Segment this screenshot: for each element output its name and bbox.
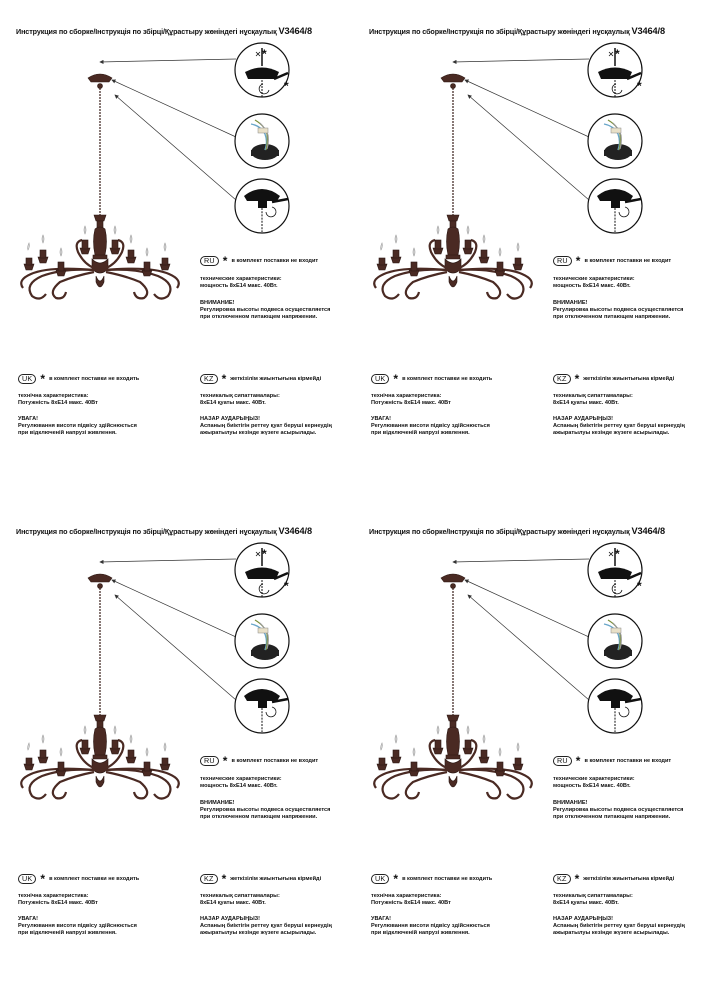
chandelier-illustration xyxy=(21,574,179,799)
star-icon: * xyxy=(262,547,267,561)
uk-warning-line: при відключеній напрузі живлення. xyxy=(371,430,470,436)
star-icon: * xyxy=(574,872,580,886)
uk-note xyxy=(18,874,139,884)
star-icon: * xyxy=(393,372,399,386)
kz-specs-value: 8xE14 қуаты макс. 40Вт. xyxy=(553,900,619,906)
kz-badge: KZ xyxy=(200,374,218,384)
uk-specs xyxy=(371,893,451,907)
uk-warning-heading: УВАГА! xyxy=(18,916,39,922)
ru-badge: RU xyxy=(200,756,219,766)
kz-specs xyxy=(553,393,633,407)
wiring-detail-icon xyxy=(588,614,642,668)
arrow-icon xyxy=(468,95,589,200)
uk-specs xyxy=(18,393,98,407)
star-icon: * xyxy=(637,579,642,593)
ru-specs-value: мощность 8xE14 макс. 40Вт. xyxy=(200,783,278,789)
kz-warning-heading: НАЗАР АУДАРЫҢЫЗ! xyxy=(553,416,614,422)
kz-specs-value: 8xE14 қуаты макс. 40Вт. xyxy=(200,400,266,406)
ru-specs xyxy=(553,276,635,290)
star-icon: * xyxy=(575,254,581,268)
kz-note xyxy=(200,374,321,384)
arrow-icon xyxy=(100,559,236,562)
star-icon: * xyxy=(574,372,580,386)
leader-lines xyxy=(100,59,236,200)
ru-badge: RU xyxy=(200,256,219,266)
uk-badge: UK xyxy=(18,874,36,884)
ru-warning-heading: ВНИМАНИЕ! xyxy=(200,800,235,806)
uk-warning-line: Регулювання висоти підвісу здійснюється xyxy=(18,923,137,929)
model-number: V3464/8 xyxy=(631,26,666,36)
star-icon: * xyxy=(393,872,399,886)
ru-specs xyxy=(200,776,282,790)
ru-specs-heading: технические характеристики: xyxy=(553,276,635,282)
arrow-icon xyxy=(115,595,236,700)
kz-warning xyxy=(553,416,685,437)
ru-warning-line: Регулировка высоты подвеса осуществляется xyxy=(553,307,684,313)
title-text: Инструкция по сборке/Інструкція по збірці/Құрастыру жөніндегі нұсқаулық xyxy=(369,27,630,36)
ru-warning-heading: ВНИМАНИЕ! xyxy=(200,300,235,306)
kz-specs-heading: техникалық сипаттамалары: xyxy=(200,393,280,399)
model-number: V3464/8 xyxy=(631,526,666,536)
kz-warning xyxy=(200,916,332,937)
kz-note-text: жеткізілім жиынтығына кірмейді xyxy=(230,376,322,382)
star-icon: * xyxy=(221,372,227,386)
uk-note-text: в комплект поставки не входить xyxy=(402,376,493,382)
kz-warning-line: ажыратылуы кезінде жүзеге асырылады. xyxy=(200,430,317,436)
ru-warning xyxy=(200,300,330,321)
star-icon: * xyxy=(615,547,620,561)
kz-warning-line: Аспаның биіктігін реттеу қуат беруші кернеудің xyxy=(200,423,332,429)
uk-warning xyxy=(371,416,490,437)
chain-hook-detail-icon xyxy=(235,679,289,733)
ru-specs-heading: технические характеристики: xyxy=(200,276,282,282)
ru-note xyxy=(200,756,318,766)
uk-specs xyxy=(371,393,451,407)
kz-warning-heading: НАЗАР АУДАРЫҢЫЗ! xyxy=(200,416,261,422)
kz-badge: KZ xyxy=(553,874,571,884)
title-text: Инструкция по сборке/Інструкція по збірці/Құрастыру жөніндегі нұсқаулық xyxy=(16,27,277,36)
instruction-panel xyxy=(353,0,706,500)
uk-note-text: в комплект поставки не входить xyxy=(49,376,140,382)
ru-warning-heading: ВНИМАНИЕ! xyxy=(553,800,588,806)
ru-note xyxy=(553,256,671,266)
uk-badge: UK xyxy=(18,374,36,384)
star-icon: * xyxy=(222,254,228,268)
ru-warning-line: Регулировка высоты подвеса осуществляется xyxy=(200,807,331,813)
kz-warning-line: Аспаның биіктігін реттеу қуат беруші кернеудің xyxy=(553,923,685,929)
chain-hook-detail-icon xyxy=(588,679,642,733)
wiring-detail-icon xyxy=(588,114,642,168)
uk-warning xyxy=(18,416,137,437)
ru-note-text: в комплект поставки не входит xyxy=(584,758,672,764)
kz-warning xyxy=(553,916,685,937)
uk-specs-value: Потужність 8xE14 макс. 40Вт xyxy=(18,400,98,406)
kz-specs-heading: техникалық сипаттамалары: xyxy=(553,393,633,399)
kz-warning-heading: НАЗАР АУДАРЫҢЫЗ! xyxy=(553,916,614,922)
uk-warning-heading: УВАГА! xyxy=(18,416,39,422)
uk-badge: UK xyxy=(371,374,389,384)
ru-warning-line: Регулировка высоты подвеса осуществляется xyxy=(200,307,331,313)
uk-warning-line: Регулювання висоти підвісу здійснюється xyxy=(371,923,490,929)
ru-note-text: в комплект поставки не входит xyxy=(584,258,672,264)
uk-warning xyxy=(18,916,137,937)
kz-warning-line: ажыратылуы кезінде жүзеге асырылады. xyxy=(553,930,670,936)
kz-specs xyxy=(200,393,280,407)
ru-warning-heading: ВНИМАНИЕ! xyxy=(553,300,588,306)
ru-note xyxy=(553,756,671,766)
uk-warning-heading: УВАГА! xyxy=(371,916,392,922)
kz-warning-line: Аспаның биіктігін реттеу қуат беруші кернеудің xyxy=(200,923,332,929)
model-number: V3464/8 xyxy=(278,526,313,536)
kz-specs xyxy=(553,893,633,907)
arrow-icon xyxy=(468,595,589,700)
uk-specs xyxy=(18,893,98,907)
kz-note-text: жеткізілім жиынтығына кірмейді xyxy=(583,876,675,882)
star-icon: * xyxy=(637,79,642,93)
model-number: V3464/8 xyxy=(278,26,313,36)
chain-hook-detail-icon xyxy=(235,179,289,233)
star-icon: * xyxy=(284,79,289,93)
ru-warning-line: Регулировка высоты подвеса осуществляется xyxy=(553,807,684,813)
kz-specs-value: 8xE14 қуаты макс. 40Вт. xyxy=(200,900,266,906)
uk-note-text: в комплект поставки не входить xyxy=(402,876,493,882)
kz-badge: KZ xyxy=(200,874,218,884)
ru-specs-heading: технические характеристики: xyxy=(200,776,282,782)
kz-note-text: жеткізілім жиынтығына кірмейді xyxy=(583,376,675,382)
ru-note xyxy=(200,256,318,266)
uk-warning-line: Регулювання висоти підвісу здійснюється xyxy=(371,423,490,429)
chandelier-illustration xyxy=(374,574,532,799)
title-text: Инструкция по сборке/Інструкція по збірці/Құрастыру жөніндегі нұсқаулық xyxy=(369,527,630,536)
ru-specs-value: мощность 8xE14 макс. 40Вт. xyxy=(200,283,278,289)
ru-specs xyxy=(553,776,635,790)
ru-warning xyxy=(553,800,683,821)
uk-specs-value: Потужність 8xE14 макс. 40Вт xyxy=(18,900,98,906)
kz-specs-value: 8xE14 қуаты макс. 40Вт. xyxy=(553,400,619,406)
chandelier-illustration xyxy=(374,74,532,299)
uk-note xyxy=(371,874,492,884)
kz-note-text: жеткізілім жиынтығына кірмейді xyxy=(230,876,322,882)
leader-lines xyxy=(453,559,589,700)
star-icon: * xyxy=(262,47,267,61)
kz-warning-line: Аспаның биіктігін реттеу қуат беруші кернеудің xyxy=(553,423,685,429)
chandelier-illustration xyxy=(21,74,179,299)
kz-specs-heading: техникалық сипаттамалары: xyxy=(200,893,280,899)
uk-note-text: в комплект поставки не входить xyxy=(49,876,140,882)
instruction-panel xyxy=(353,500,706,1000)
arrow-icon xyxy=(100,59,236,62)
ru-warning xyxy=(553,300,683,321)
kz-specs xyxy=(200,893,280,907)
leader-lines xyxy=(453,59,589,200)
uk-specs-value: Потужність 8xE14 макс. 40Вт xyxy=(371,900,451,906)
leader-lines xyxy=(100,559,236,700)
kz-note xyxy=(200,874,321,884)
ru-specs xyxy=(200,276,282,290)
ru-note-text: в комплект поставки не входит xyxy=(231,758,319,764)
ru-warning-line: при отключенном питающем напряжении. xyxy=(553,814,671,820)
instruction-panel xyxy=(0,0,353,500)
uk-specs-heading: технічна характеристика: xyxy=(18,893,89,899)
kz-note xyxy=(553,374,674,384)
kz-warning-line: ажыратылуы кезінде жүзеге асырылады. xyxy=(553,430,670,436)
uk-warning-line: Регулювання висоти підвісу здійснюється xyxy=(18,423,137,429)
star-icon: * xyxy=(615,47,620,61)
star-icon: * xyxy=(284,579,289,593)
uk-specs-value: Потужність 8xE14 макс. 40Вт xyxy=(371,400,451,406)
uk-note xyxy=(371,374,492,384)
kz-warning-line: ажыратылуы кезінде жүзеге асырылады. xyxy=(200,930,317,936)
uk-specs-heading: технічна характеристика: xyxy=(371,893,442,899)
arrow-icon xyxy=(115,95,236,200)
uk-warning-line: при відключеній напрузі живлення. xyxy=(18,430,117,436)
kz-note xyxy=(553,874,674,884)
ru-badge: RU xyxy=(553,756,572,766)
ru-specs-heading: технические характеристики: xyxy=(553,776,635,782)
uk-note xyxy=(18,374,139,384)
kz-warning-heading: НАЗАР АУДАРЫҢЫЗ! xyxy=(200,916,261,922)
arrow-icon xyxy=(453,59,589,62)
uk-specs-heading: технічна характеристика: xyxy=(371,393,442,399)
ru-note-text: в комплект поставки не входит xyxy=(231,258,319,264)
star-icon: * xyxy=(222,754,228,768)
uk-warning xyxy=(371,916,490,937)
uk-warning-line: при відключеній напрузі живлення. xyxy=(18,930,117,936)
ru-warning-line: при отключенном питающем напряжении. xyxy=(553,314,671,320)
star-icon: * xyxy=(221,872,227,886)
kz-badge: KZ xyxy=(553,374,571,384)
wiring-detail-icon xyxy=(235,614,289,668)
ru-warning-line: при отключенном питающем напряжении. xyxy=(200,314,318,320)
uk-badge: UK xyxy=(371,874,389,884)
arrow-icon xyxy=(453,559,589,562)
ru-specs-value: мощность 8xE14 макс. 40Вт. xyxy=(553,283,631,289)
star-icon: * xyxy=(40,872,46,886)
chain-hook-detail-icon xyxy=(588,179,642,233)
kz-warning xyxy=(200,416,332,437)
uk-warning-line: при відключеній напрузі живлення. xyxy=(371,930,470,936)
star-icon: * xyxy=(40,372,46,386)
uk-specs-heading: технічна характеристика: xyxy=(18,393,89,399)
instruction-panel xyxy=(0,500,353,1000)
ru-badge: RU xyxy=(553,256,572,266)
uk-warning-heading: УВАГА! xyxy=(371,416,392,422)
ru-warning xyxy=(200,800,330,821)
ru-warning-line: при отключенном питающем напряжении. xyxy=(200,814,318,820)
ru-specs-value: мощность 8xE14 макс. 40Вт. xyxy=(553,783,631,789)
kz-specs-heading: техникалық сипаттамалары: xyxy=(553,893,633,899)
wiring-detail-icon xyxy=(235,114,289,168)
star-icon: * xyxy=(575,754,581,768)
title-text: Инструкция по сборке/Інструкція по збірці/Құрастыру жөніндегі нұсқаулық xyxy=(16,527,277,536)
